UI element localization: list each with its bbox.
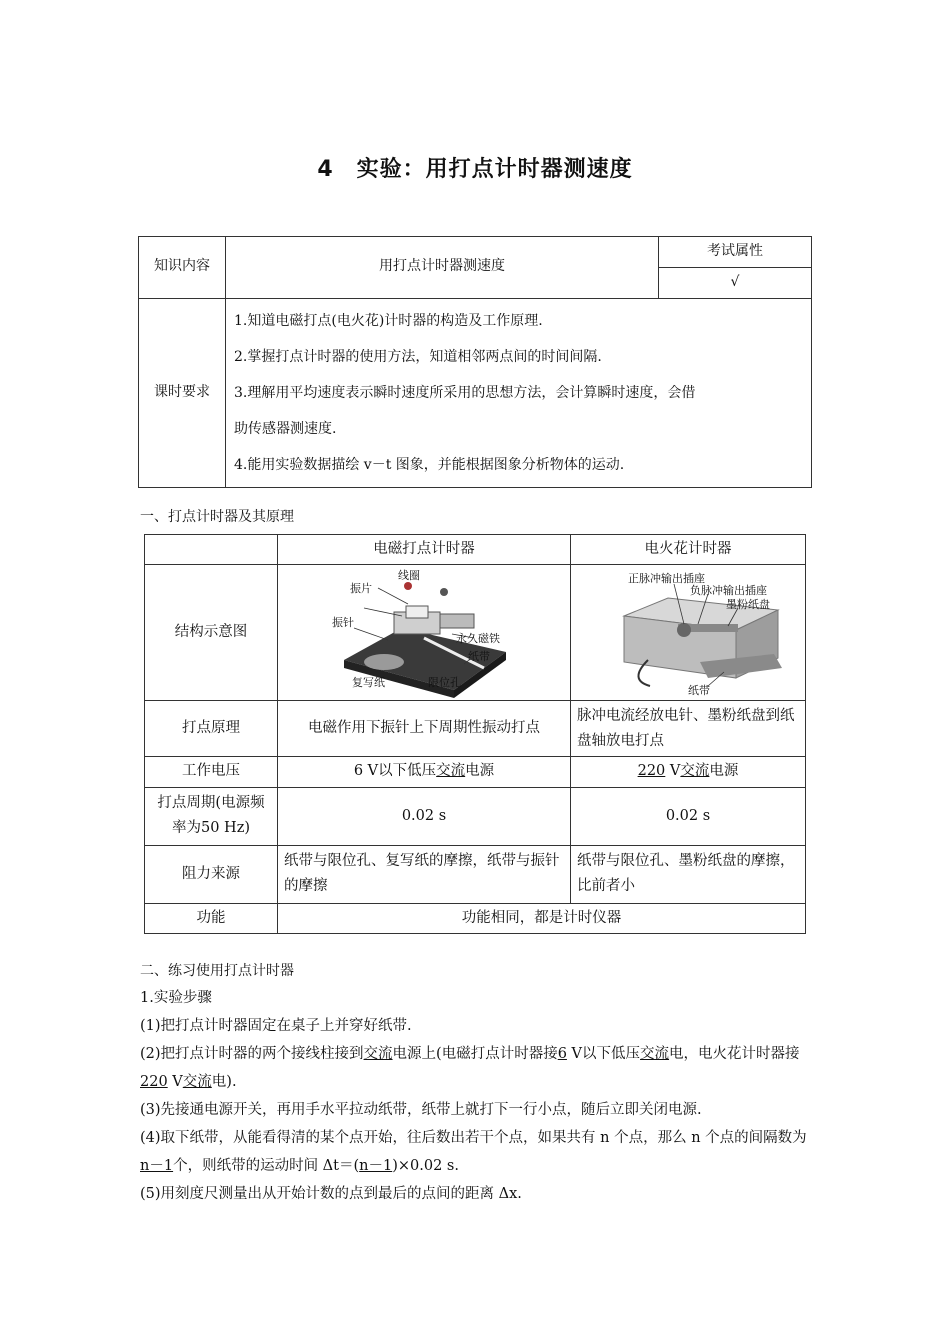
step-4-underlined: n－1	[359, 1158, 393, 1174]
step-2-underlined: 6	[557, 1046, 567, 1062]
label-carbon: 复写纸	[352, 675, 385, 689]
step-1: (1)把打点计时器固定在桌子上并穿好纸带.	[140, 1018, 412, 1034]
requirement-label: 课时要求	[139, 298, 226, 487]
requirement-item: 助传感器测速度.	[234, 420, 337, 437]
step-2-text: 电源上(电磁打点计时器接	[392, 1046, 558, 1062]
step-2	[140, 1040, 814, 1096]
requirement-item: 4.能用实验数据描绘 v－t 图象，并能根据图象分析物体的运动.	[234, 456, 625, 473]
period-spark: 0.02 s	[571, 787, 806, 845]
timer-comparison-table	[144, 534, 806, 934]
step-4-text: (4)取下纸带，从能看得清的某个点开始，往后数出若干个点，如果共有 n 个点，那么 n 个点的间隔数为	[140, 1130, 807, 1146]
voltage-b-post: 电源	[709, 763, 739, 780]
row-label-voltage: 工作电压	[145, 757, 278, 787]
voltage-b-underlined-1: 220	[637, 763, 666, 780]
label-needle: 振针	[332, 615, 354, 629]
step-2-underlined: 220	[140, 1074, 168, 1090]
requirement-item: 1.知道电磁打点(电火花)计时器的构造及工作原理.	[234, 312, 543, 329]
step-2-underlined: 交流	[363, 1046, 393, 1062]
step-2-underlined: 交流	[640, 1046, 670, 1062]
period-electromagnetic: 0.02 s	[278, 787, 571, 845]
voltage-a-post: 电源	[465, 763, 495, 780]
electromagnetic-timer-diagram	[324, 568, 524, 698]
step-4-text: )×0.02 s.	[392, 1158, 459, 1174]
section-heading-2: 二、练习使用打点计时器	[140, 963, 294, 979]
step-2-text: V	[167, 1074, 183, 1090]
knowledge-label: 知识内容	[139, 237, 226, 299]
label-hole: 限位孔	[428, 675, 461, 689]
col-header-electromagnetic: 电磁打点计时器	[278, 535, 571, 565]
requirement-item: 2.掌握打点计时器的使用方法，知道相邻两点间的时间间隔.	[234, 348, 602, 365]
voltage-spark	[571, 757, 806, 787]
exam-attr-value: √	[659, 267, 812, 298]
row-label-resistance: 阻力来源	[145, 845, 278, 903]
step-2-underlined: 交流	[182, 1074, 212, 1090]
steps-block	[140, 984, 814, 1208]
label-tape: 纸带	[468, 649, 490, 663]
row-label-period: 打点周期(电源频率为50 Hz)	[145, 787, 278, 845]
voltage-b-underlined-2: 交流	[680, 763, 710, 780]
label-toner-disc: 墨粉纸盘	[726, 597, 770, 611]
step-5: (5)用刻度尺测量出从开始计数的点到最后的点间的距离 Δx.	[140, 1186, 522, 1202]
step-4	[140, 1124, 814, 1180]
principle-spark: 脉冲电流经放电针、墨粉纸盘到纸盘轴放电打点	[571, 701, 806, 757]
step-2-text: 电).	[211, 1074, 237, 1090]
step-2-text: V以下低压	[566, 1046, 641, 1062]
voltage-b-mid: V	[665, 763, 681, 780]
spark-timer-figure	[571, 565, 806, 701]
label-magnet: 永久磁铁	[456, 631, 500, 645]
row-label-principle: 打点原理	[145, 701, 278, 757]
principle-electromagnetic: 电磁作用下振针上下周期性振动打点	[278, 701, 571, 757]
label-coil: 线圈	[398, 568, 420, 582]
step-2-text: 电，电火花计时器接	[669, 1046, 800, 1062]
electromagnetic-timer-figure	[278, 565, 571, 701]
step-2-text: (2)把打点计时器的两个接线柱接到	[140, 1046, 364, 1062]
label-vibrator: 振片	[350, 581, 372, 595]
function-value: 功能相同，都是计时仪器	[278, 903, 806, 933]
requirements-cell	[226, 298, 812, 487]
label-paper-tape: 纸带	[688, 683, 710, 697]
exam-attr-label: 考试属性	[659, 237, 812, 268]
resistance-electromagnetic: 纸带与限位孔、复写纸的摩擦，纸带与振针的摩擦	[278, 845, 571, 903]
step-4-text: 个，则纸带的运动时间 Δt＝(	[173, 1158, 360, 1174]
section-heading-1: 一、打点计时器及其原理	[140, 509, 294, 525]
step-3: (3)先接通电源开关，再用手水平拉动纸带，纸带上就打下一行小点，随后立即关闭电源.	[140, 1102, 702, 1118]
spark-timer-diagram	[588, 568, 788, 698]
label-positive-socket: 正脉冲输出插座	[628, 571, 705, 585]
knowledge-value: 用打点计时器测速度	[226, 237, 659, 299]
requirement-item: 3.理解用平均速度表示瞬时速度所采用的思想方法，会计算瞬时速度，会借	[234, 384, 696, 401]
step-4-underlined: n－1	[140, 1158, 174, 1174]
voltage-electromagnetic	[278, 757, 571, 787]
steps-title: 1.实验步骤	[140, 990, 212, 1006]
page-title: 4 实验：用打点计时器测速度	[317, 157, 633, 182]
voltage-a-pre: 6 V以下低压	[353, 763, 437, 780]
voltage-a-underlined: 交流	[436, 763, 466, 780]
label-negative-socket: 负脉冲输出插座	[690, 583, 767, 597]
header-empty	[145, 535, 278, 565]
col-header-spark: 电火花计时器	[571, 535, 806, 565]
resistance-spark: 纸带与限位孔、墨粉纸盘的摩擦，比前者小	[571, 845, 806, 903]
course-info-table	[138, 236, 812, 488]
row-label-structure: 结构示意图	[145, 565, 278, 701]
row-label-function: 功能	[145, 903, 278, 933]
